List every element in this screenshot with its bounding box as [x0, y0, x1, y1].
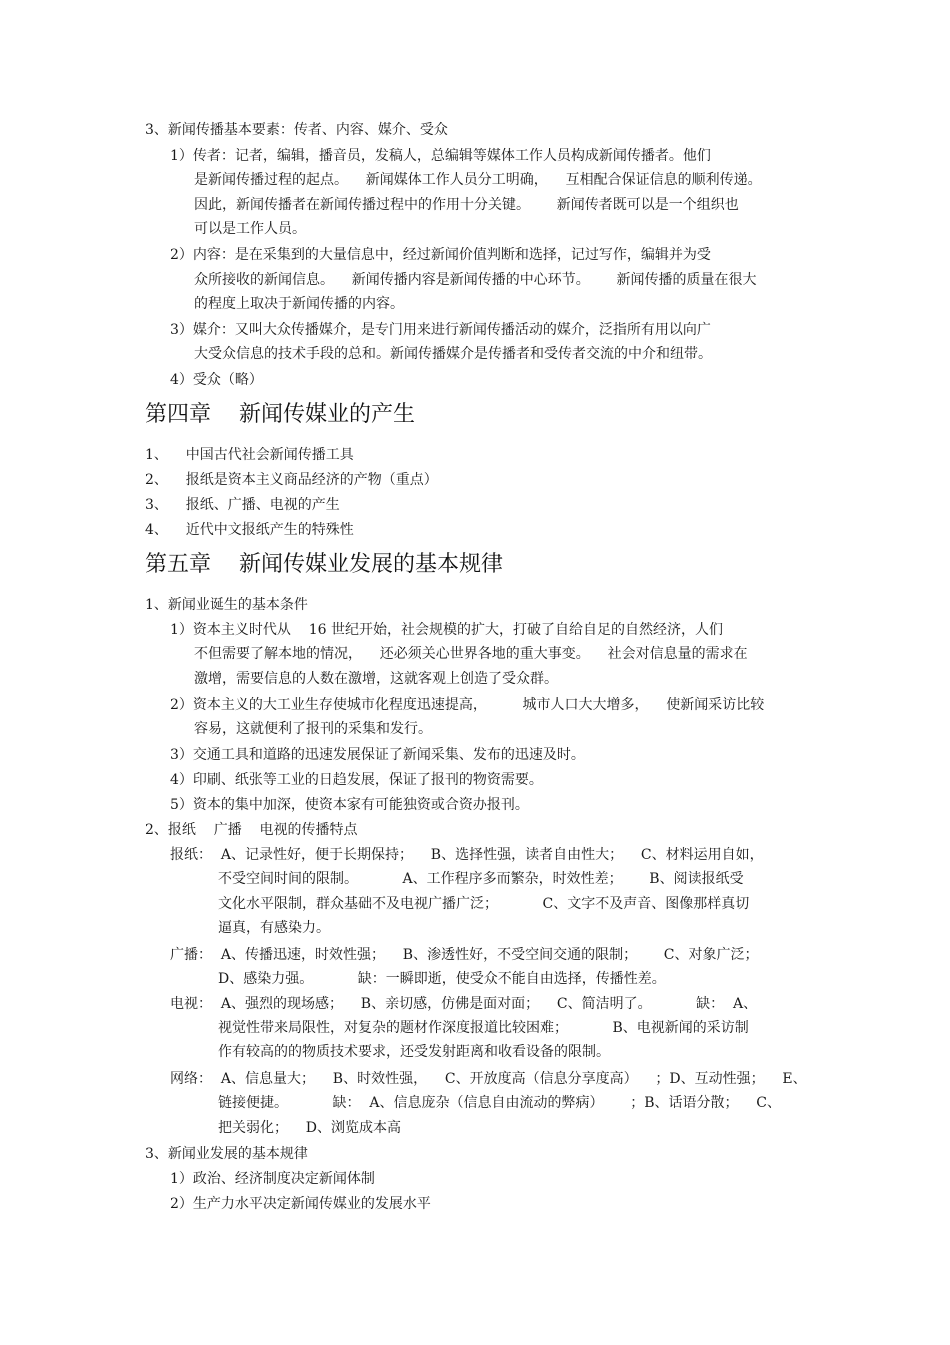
- paragraph-line: 视觉性带来局限性，对复杂的题材作深度报道比较困难； B、电视新闻的采访制: [218, 1020, 749, 1036]
- list-item: 3、 报纸、广播、电视的产生: [145, 497, 340, 513]
- chapter-title: 第四章 新闻传媒业的产生: [145, 402, 415, 427]
- paragraph-line: 报纸： A、记录性好，便于长期保持； B、选择性强，读者自由性大； C、材料运用自如，: [170, 847, 764, 863]
- paragraph-line: D、感染力强。 缺：一瞬即逝，使受众不能自由选择，传播性差。: [218, 971, 666, 987]
- section-heading: 2、报纸 广播 电视的传播特点: [145, 822, 358, 838]
- paragraph-line: 2）生产力水平决定新闻传媒业的发展水平: [170, 1196, 431, 1212]
- chapter-title: 第五章 新闻传媒业发展的基本规律: [145, 552, 503, 577]
- paragraph-line: 1）传者：记者，编辑，播音员，发稿人，总编辑等媒体工作人员构成新闻传播者。他们: [170, 148, 711, 164]
- paragraph-line: 容易，这就便利了报刊的采集和发行。: [194, 721, 432, 737]
- paragraph-line: 5）资本的集中加深，使资本家有可能独资或合资办报刊。: [170, 797, 529, 813]
- paragraph-line: 大受众信息的技术手段的总和。新闻传播媒介是传播者和受传者交流的中介和纽带。: [194, 346, 712, 362]
- section-heading: 3、新闻业发展的基本规律: [145, 1146, 308, 1162]
- paragraph-line: 2）资本主义的大工业生存使城市化程度迅速提高， 城市人口大大增多， 使新闻采访比较: [170, 697, 765, 713]
- paragraph-line: 1）资本主义时代从 16 世纪开始，社会规模的扩大，打破了自给自足的自然经济，人们: [170, 622, 723, 638]
- paragraph-line: 可以是工作人员。: [194, 221, 306, 237]
- paragraph-line: 3）交通工具和道路的迅速发展保证了新闻采集、发布的迅速及时。: [170, 747, 585, 763]
- paragraph-line: 广播： A、传播迅速，时效性强； B、渗透性好，不受空间交通的限制； C、对象广泛；: [170, 947, 759, 963]
- paragraph-line: 文化水平限制，群众基础不及电视广播广泛； C、文字不及声音、图像那样真切: [218, 896, 750, 912]
- section-heading: 3、新闻传播基本要素：传者、内容、媒介、受众: [145, 122, 448, 138]
- paragraph-line: 电视： A、强烈的现场感； B、亲切感，仿佛是面对面； C、简洁明了。 缺： A、: [170, 996, 758, 1012]
- paragraph-line: 3）媒介：又叫大众传播媒介，是专门用来进行新闻传播活动的媒介，泛指所有用以向广: [170, 322, 711, 338]
- list-item: 4、 近代中文报纸产生的特殊性: [145, 522, 354, 538]
- paragraph-line: 4）受众（略）: [170, 372, 263, 388]
- paragraph-line: 网络： A、信息量大； B、时效性强， C、开放度高（信息分享度高） ；D、互动性强； E、: [170, 1071, 807, 1087]
- paragraph-line: 链接便捷。 缺： A、信息庞杂（信息自由流动的弊病） ；B、话语分散； C、: [218, 1095, 782, 1111]
- section-heading: 1、新闻业诞生的基本条件: [145, 597, 308, 613]
- paragraph-line: 不但需要了解本地的情况， 还必须关心世界各地的重大事变。 社会对信息量的需求在: [194, 646, 748, 662]
- paragraph-line: 1）政治、经济制度决定新闻体制: [170, 1171, 375, 1187]
- paragraph-line: 逼真，有感染力。: [218, 920, 330, 936]
- paragraph-line: 把关弱化； D、浏览成本高: [218, 1120, 402, 1136]
- paragraph-line: 的程度上取决于新闻传播的内容。: [194, 296, 404, 312]
- paragraph-line: 因此，新闻传播者在新闻传播过程中的作用十分关键。 新闻传者既可以是一个组织也: [194, 197, 739, 213]
- paragraph-line: 不受空间时间的限制。 A、工作程序多而繁杂，时效性差； B、阅读报纸受: [218, 871, 744, 887]
- paragraph-line: 众所接收的新闻信息。 新闻传播内容是新闻传播的中心环节。 新闻传播的质量在很大: [194, 272, 757, 288]
- paragraph-line: 作有较高的的物质技术要求，还受发射距离和收看设备的限制。: [218, 1044, 610, 1060]
- paragraph-line: 激增，需要信息的人数在激增，这就客观上创造了受众群。: [194, 671, 558, 687]
- paragraph-line: 是新闻传播过程的起点。 新闻媒体工作人员分工明确， 互相配合保证信息的顺利传递。: [194, 172, 762, 188]
- list-item: 1、 中国古代社会新闻传播工具: [145, 447, 354, 463]
- paragraph-line: 2）内容：是在采集到的大量信息中，经过新闻价值判断和选择，记过写作，编辑并为受: [170, 247, 711, 263]
- paragraph-line: 4）印刷、纸张等工业的日趋发展，保证了报刊的物资需要。: [170, 772, 543, 788]
- list-item: 2、 报纸是资本主义商品经济的产物（重点）: [145, 472, 438, 488]
